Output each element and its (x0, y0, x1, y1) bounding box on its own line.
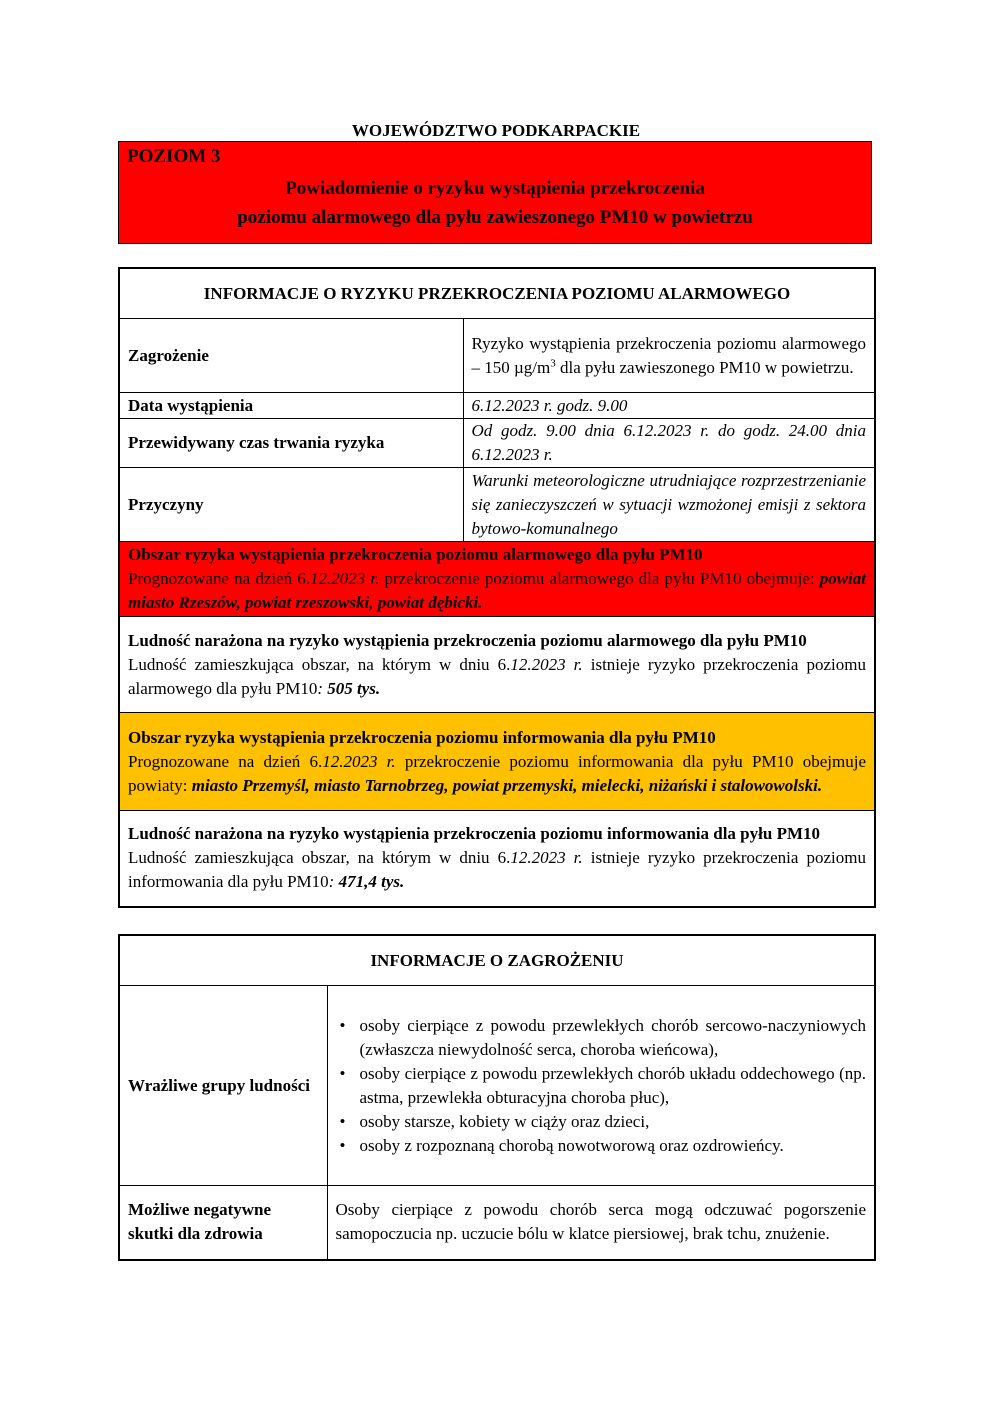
risk-info-table (118, 267, 876, 908)
alarm-area-title: Obszar ryzyka wystąpienia przekroczenia poziomu alarmowego dla pyłu PM10 (128, 545, 703, 564)
threat-label: Zagrożenie (119, 319, 463, 393)
alarm-area-section (119, 542, 875, 617)
duration-label: Przewidywany czas trwania ryzyka (119, 419, 463, 468)
alarm-area-text: Prognozowane na dzień 6.12.2023 r. przekroczenie poziomu alarmowego dla pyłu PM10 obejmuje: powiat miasto Rzeszów, powiat rzeszowski, powiat dębicki. (128, 569, 866, 612)
vulnerable-groups-label: Wrażliwe grupy ludności (119, 986, 327, 1186)
info-population-title: Ludność narażona na ryzyko wystąpienia przekroczenia poziomu informowania dla pyłu PM10 (128, 824, 820, 844)
threat-table-header: INFORMACJE O ZAGROŻENIU (119, 935, 875, 986)
info-area-section (119, 713, 875, 811)
cause-label: Przyczyny (119, 468, 463, 542)
page-title: WOJEWÓDZTWO PODKARPACKIE (351, 121, 641, 140)
risk-table-header: INFORMACJE O RYZYKU PRZEKROCZENIA POZIOMU ALARMOWEGO (119, 268, 875, 319)
list-item: • osoby cierpiące z powodu przewlekłych chorób sercowo-naczyniowych (zwłaszcza niewydolność serca, choroba wieńcowa), (360, 1014, 867, 1062)
info-area-text: Prognozowane na dzień 6.12.2023 r. przekroczenie poziomu informowania dla pyłu PM10 obejmuje powiaty: miasto Przemyśl, miasto Tarnobrzeg, powiat przemyski, mielecki, niżański i stalowowolski. (128, 751, 866, 795)
cause-value: Warunki meteorologiczne utrudniające rozprzestrzenianie się zanieczyszczeń w sytuacji wzmożonej emisji z sektora bytowo-komunalnego (463, 468, 875, 542)
info-population-section (119, 811, 875, 907)
threat-value: Ryzyko wystąpienia przekroczenia poziomu alarmowego – 150 $\mu g/m^3$ dla pyłu zawieszonego PM10 w powietrzu. (463, 319, 875, 393)
alert-level-line-1: Powiadomienie o ryzyku wystąpienia przekroczenia (285, 178, 705, 199)
health-effects-label: Możliwe negatywne skutki dla zdrowia (119, 1186, 327, 1260)
health-effects-value: Osoby cierpiące z powodu chorób serca mogą odczuwać pogorszenie samopoczucia np. uczucie bólu w klatce piersiowej, brak tchu, znużenie. (327, 1186, 875, 1260)
alert-level-banner (118, 141, 872, 244)
alert-level-line-2: poziomu alarmowego dla pyłu zawieszonego PM10 w powietrzu (237, 207, 753, 228)
date-label: Data wystąpienia (119, 393, 463, 419)
alert-level-label: POZIOM 3 (127, 146, 221, 167)
date-value: 6.12.2023 r. godz. 9.00 (463, 393, 875, 419)
duration-value: Od godz. 9.00 dnia 6.12.2023 r. do godz. 24.00 dnia 6.12.2023 r. (463, 419, 875, 468)
list-item: • osoby z rozpoznaną chorobą nowotworową oraz ozdrowieńcy. (360, 1134, 867, 1158)
alarm-population-section (119, 617, 875, 713)
list-item: • osoby starsze, kobiety w ciąży oraz dzieci, (360, 1110, 867, 1134)
alarm-population-text: Ludność zamieszkująca obszar, na którym w dniu 6.12.2023 r. istnieje ryzyko przekroczenia poziomu alarmowego dla pyłu PM10: 505 tys. (128, 654, 867, 698)
list-item: • osoby cierpiące z powodu przewlekłych chorób układu oddechowego (np. astma, przewlekła obturacyjna choroba płuc), (360, 1062, 867, 1110)
vulnerable-groups-list (336, 1014, 867, 1158)
info-population-text: Ludność zamieszkująca obszar, na którym w dniu 6.12.2023 r. istnieje ryzyko przekroczenia poziomu informowania dla pyłu PM10: 471,4 tys. (128, 848, 867, 892)
threat-info-table (118, 934, 876, 1261)
alert-level-description (119, 174, 871, 232)
vulnerable-groups-cell (327, 986, 875, 1186)
alarm-population-title: Ludność narażona na ryzyko wystąpienia przekroczenia poziomu alarmowego dla pyłu PM10 (128, 630, 807, 650)
info-area-title: Obszar ryzyka wystąpienia przekroczenia poziomu informowania dla pyłu PM10 (128, 727, 716, 747)
